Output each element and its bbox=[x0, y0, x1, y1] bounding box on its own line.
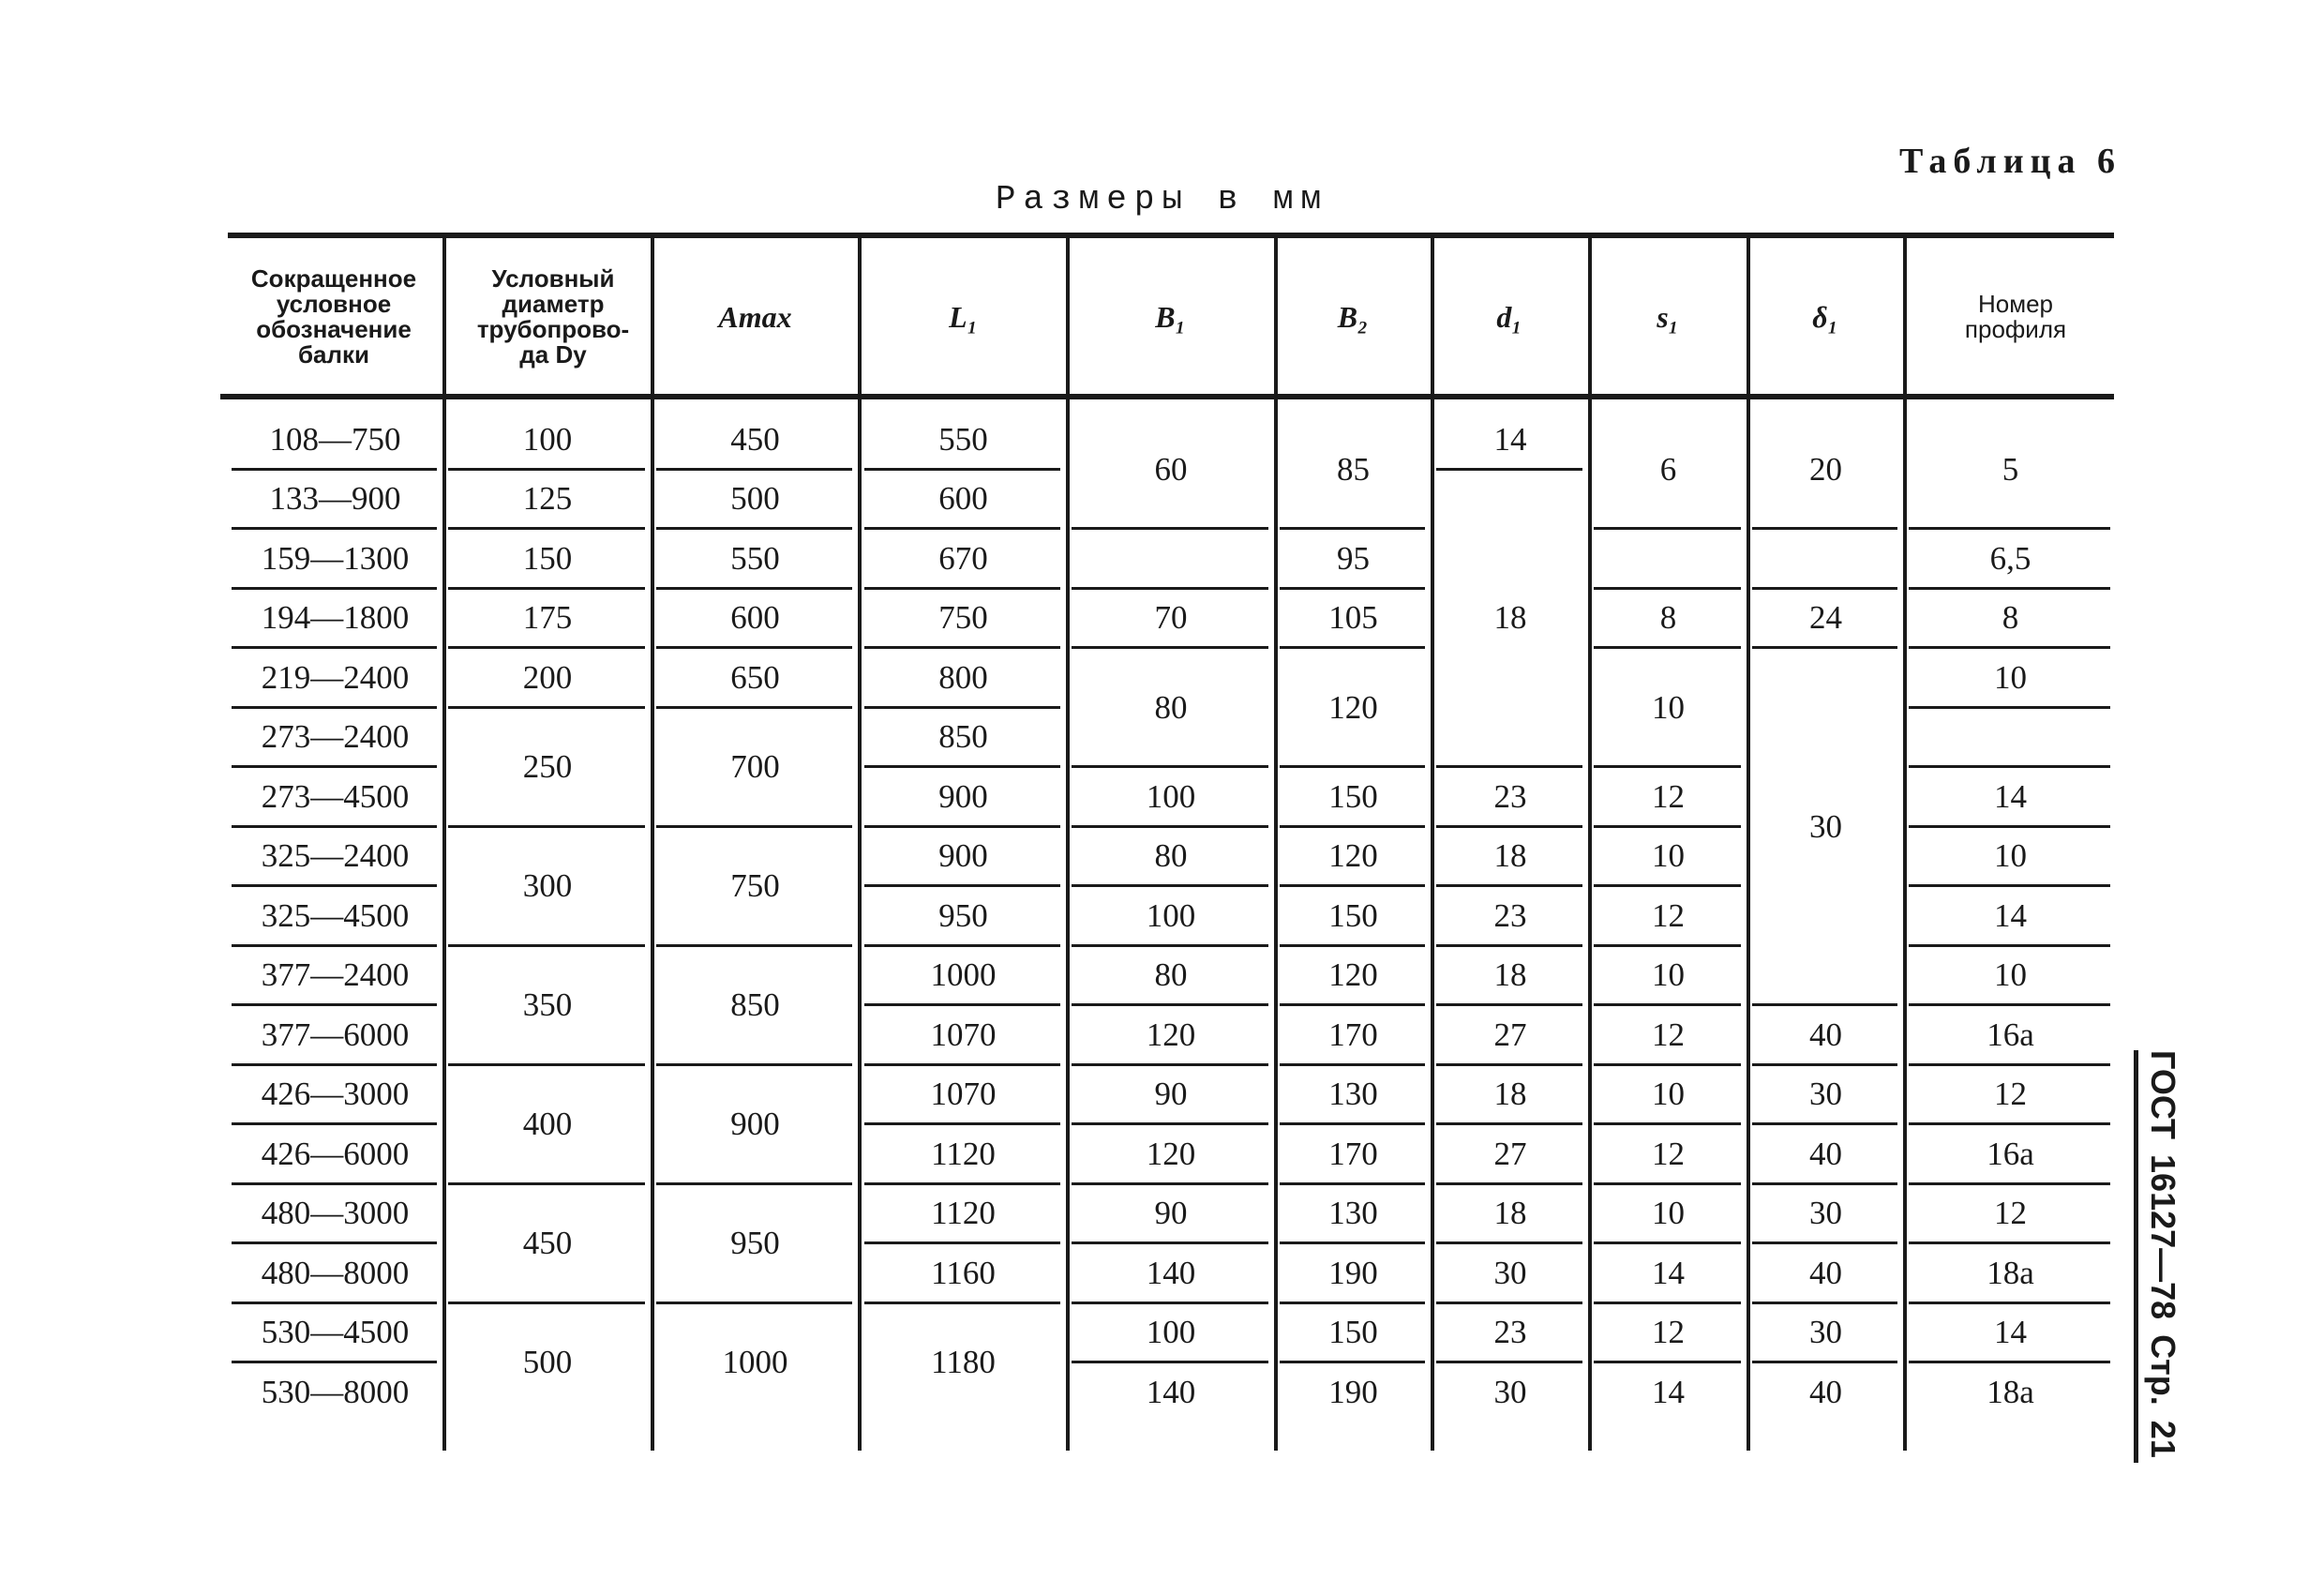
b1-cell: 140 bbox=[1146, 1254, 1196, 1291]
b2-cell: 150 bbox=[1328, 896, 1378, 934]
d1-cell: 23 bbox=[1493, 1314, 1527, 1351]
beam-designation-cell: 480—8000 bbox=[261, 1254, 410, 1291]
d1-cell: 18 bbox=[1493, 956, 1527, 994]
amax-cell: 700 bbox=[730, 748, 780, 785]
b1-cell: 100 bbox=[1146, 1314, 1196, 1351]
delta1-cell: 30 bbox=[1809, 1076, 1842, 1113]
nominal-diameter-cell: 400 bbox=[522, 1106, 573, 1142]
beam-designation-cell: 325—4500 bbox=[261, 896, 410, 934]
s1-cell: 10 bbox=[1652, 1195, 1685, 1232]
amax-cell: 750 bbox=[730, 867, 780, 904]
s1-cell: 10 bbox=[1652, 688, 1685, 726]
b2-cell: 150 bbox=[1328, 777, 1378, 815]
s1-cell: 8 bbox=[1659, 599, 1677, 637]
amax-cell: 1000 bbox=[722, 1344, 788, 1380]
b1-cell: 60 bbox=[1154, 450, 1188, 488]
d1-cell: 27 bbox=[1493, 1016, 1527, 1053]
beam-designation-cell: 108—750 bbox=[269, 420, 401, 458]
d1-cell: 23 bbox=[1493, 896, 1527, 934]
d1-cell: 30 bbox=[1493, 1373, 1527, 1410]
b1-cell: 100 bbox=[1146, 896, 1196, 934]
delta1-cell: 40 bbox=[1809, 1016, 1842, 1053]
beam-designation-cell: 530—4500 bbox=[261, 1314, 410, 1351]
s1-cell: 12 bbox=[1652, 896, 1685, 934]
beam-designation-cell: 219—2400 bbox=[261, 658, 410, 696]
amax-cell: 450 bbox=[730, 420, 780, 458]
beam-designation-cell: 530—8000 bbox=[261, 1373, 410, 1410]
b1-cell: 80 bbox=[1154, 688, 1188, 726]
beam-designation-cell: 426—6000 bbox=[261, 1135, 410, 1172]
amax-cell: 950 bbox=[730, 1225, 780, 1261]
d1-cell: 18 bbox=[1493, 1076, 1527, 1113]
nominal-diameter-cell: 450 bbox=[522, 1225, 573, 1261]
amax-cell: 550 bbox=[730, 539, 780, 577]
amax-cell: 900 bbox=[730, 1106, 780, 1142]
header-profile-number: Номер профиля bbox=[1964, 290, 2067, 343]
b1-cell: 90 bbox=[1154, 1076, 1188, 1113]
d1-cell: 18 bbox=[1493, 1195, 1527, 1232]
l1-cell: 670 bbox=[938, 539, 988, 577]
beam-designation-cell: 480—3000 bbox=[261, 1195, 410, 1232]
delta1-cell: 24 bbox=[1809, 599, 1842, 637]
column-divider bbox=[858, 236, 862, 1451]
s1-cell: 10 bbox=[1652, 837, 1685, 875]
profile-cell: 16а bbox=[1987, 1016, 2034, 1053]
beam-designation-cell: 133—900 bbox=[269, 480, 401, 518]
nominal-diameter-cell: 125 bbox=[522, 480, 573, 518]
l1-cell: 1070 bbox=[930, 1076, 997, 1113]
b2-cell: 120 bbox=[1328, 837, 1378, 875]
l1-cell: 1120 bbox=[931, 1195, 996, 1232]
delta1-cell: 30 bbox=[1809, 1195, 1842, 1232]
side-rule bbox=[2134, 1050, 2138, 1463]
b2-cell: 85 bbox=[1337, 450, 1370, 488]
s1-cell: 14 bbox=[1652, 1254, 1685, 1291]
amax-cell: 600 bbox=[730, 599, 780, 637]
s1-cell: 14 bbox=[1652, 1373, 1685, 1410]
b1-cell: 120 bbox=[1146, 1016, 1196, 1053]
b2-cell: 120 bbox=[1328, 688, 1378, 726]
beam-designation-cell: 426—3000 bbox=[261, 1076, 410, 1113]
b2-cell: 170 bbox=[1328, 1016, 1378, 1053]
beam-designation-cell: 273—2400 bbox=[261, 718, 410, 756]
l1-cell: 550 bbox=[938, 420, 988, 458]
nominal-diameter-cell: 250 bbox=[522, 748, 573, 785]
profile-cell: 8 bbox=[2002, 599, 2019, 637]
delta1-cell: 40 bbox=[1809, 1373, 1842, 1410]
b1-cell: 80 bbox=[1154, 956, 1188, 994]
nominal-diameter-cell: 350 bbox=[522, 986, 573, 1023]
profile-cell: 12 bbox=[1994, 1076, 2027, 1113]
beam-designation-cell: 159—1300 bbox=[261, 539, 410, 577]
profile-cell: 18а bbox=[1987, 1254, 2034, 1291]
s1-cell: 12 bbox=[1652, 1314, 1685, 1351]
table-top-rule bbox=[228, 233, 2114, 238]
beam-designation-cell: 194—1800 bbox=[261, 599, 410, 637]
s1-cell: 10 bbox=[1652, 956, 1685, 994]
header-delta1: δ₁ bbox=[1812, 299, 1838, 334]
d1-cell: 27 bbox=[1493, 1135, 1527, 1172]
header-amax: Amax bbox=[718, 299, 792, 334]
b2-cell: 190 bbox=[1328, 1254, 1378, 1291]
s1-cell: 6 bbox=[1659, 450, 1677, 488]
nominal-diameter-cell: 175 bbox=[522, 599, 573, 637]
b2-cell: 105 bbox=[1328, 599, 1378, 637]
header-b2: B₂ bbox=[1337, 299, 1369, 334]
b2-cell: 150 bbox=[1328, 1314, 1378, 1351]
s1-cell: 12 bbox=[1652, 1135, 1685, 1172]
profile-cell: 10 bbox=[1994, 956, 2027, 994]
nominal-diameter-cell: 200 bbox=[522, 658, 573, 696]
b1-cell: 120 bbox=[1146, 1135, 1196, 1172]
l1-cell: 1160 bbox=[931, 1254, 996, 1291]
beam-designation-cell: 325—2400 bbox=[261, 837, 410, 875]
profile-cell: 14 bbox=[1994, 1314, 2027, 1351]
header-d1: d₁ bbox=[1496, 299, 1522, 334]
l1-cell: 900 bbox=[938, 777, 988, 815]
profile-cell: 10 bbox=[1994, 837, 2027, 875]
l1-cell: 950 bbox=[938, 896, 988, 934]
profile-cell: 18а bbox=[1987, 1373, 2034, 1410]
l1-cell: 850 bbox=[938, 718, 988, 756]
units-caption: Размеры в мм bbox=[995, 180, 1329, 218]
amax-cell: 850 bbox=[730, 986, 780, 1023]
nominal-diameter-cell: 300 bbox=[522, 867, 573, 904]
amax-cell: 650 bbox=[730, 658, 780, 696]
l1-cell: 600 bbox=[938, 480, 988, 518]
nominal-diameter-cell: 100 bbox=[522, 420, 573, 458]
delta1-cell: 30 bbox=[1809, 1314, 1842, 1351]
b2-cell: 130 bbox=[1328, 1076, 1378, 1113]
amax-cell: 500 bbox=[730, 480, 780, 518]
side-page-reference: ГОСТ 16127—78 Стр. 21 bbox=[2144, 1050, 2182, 1458]
b1-cell: 140 bbox=[1146, 1373, 1196, 1410]
s1-cell: 12 bbox=[1652, 1016, 1685, 1053]
s1-cell: 10 bbox=[1652, 1076, 1685, 1113]
header-bottom-rule bbox=[220, 394, 2114, 399]
profile-cell: 6,5 bbox=[1989, 539, 2032, 577]
d1-cell: 18 bbox=[1493, 599, 1527, 637]
header-l1: L₁ bbox=[949, 299, 978, 334]
b2-cell: 170 bbox=[1328, 1135, 1378, 1172]
d1-cell: 14 bbox=[1493, 420, 1527, 458]
profile-cell: 16а bbox=[1987, 1135, 2034, 1172]
b1-cell: 80 bbox=[1154, 837, 1188, 875]
profile-cell: 14 bbox=[1994, 896, 2027, 934]
d1-cell: 30 bbox=[1493, 1254, 1527, 1291]
profile-cell: 14 bbox=[1994, 777, 2027, 815]
b2-cell: 95 bbox=[1337, 539, 1370, 577]
l1-cell: 1070 bbox=[930, 1016, 997, 1053]
profile-cell: 5 bbox=[2002, 450, 2019, 488]
b2-cell: 130 bbox=[1328, 1195, 1378, 1232]
beam-designation-cell: 377—2400 bbox=[261, 956, 410, 994]
l1-cell: 750 bbox=[938, 599, 988, 637]
l1-cell: 1120 bbox=[931, 1135, 996, 1172]
delta1-cell: 20 bbox=[1809, 450, 1842, 488]
profile-cell: 12 bbox=[1994, 1195, 2027, 1232]
nominal-diameter-cell: 500 bbox=[522, 1344, 573, 1380]
s1-cell: 12 bbox=[1652, 777, 1685, 815]
header-s1: s₁ bbox=[1657, 299, 1679, 334]
l1-cell: 1180 bbox=[931, 1344, 996, 1380]
b1-cell: 70 bbox=[1154, 599, 1188, 637]
b2-cell: 190 bbox=[1328, 1373, 1378, 1410]
nominal-diameter-cell: 150 bbox=[522, 539, 573, 577]
header-b1: B₁ bbox=[1155, 299, 1186, 334]
delta1-cell: 30 bbox=[1809, 807, 1842, 845]
b1-cell: 90 bbox=[1154, 1195, 1188, 1232]
b2-cell: 120 bbox=[1328, 956, 1378, 994]
d1-cell: 23 bbox=[1493, 777, 1527, 815]
l1-cell: 800 bbox=[938, 658, 988, 696]
beam-designation-cell: 273—4500 bbox=[261, 777, 410, 815]
b1-cell: 100 bbox=[1146, 777, 1196, 815]
table-label: Таблица 6 bbox=[1898, 142, 2122, 181]
beam-designation-cell: 377—6000 bbox=[261, 1016, 410, 1053]
header-beam-designation: Сокращенное условное обозначение балки bbox=[250, 264, 417, 369]
l1-cell: 1000 bbox=[930, 956, 997, 994]
d1-cell: 18 bbox=[1493, 837, 1527, 875]
delta1-cell: 40 bbox=[1809, 1135, 1842, 1172]
profile-cell: 10 bbox=[1994, 658, 2027, 696]
delta1-cell: 40 bbox=[1809, 1254, 1842, 1291]
l1-cell: 900 bbox=[938, 837, 988, 875]
header-nominal-diameter: Условный диаметр трубопрово- да Dу bbox=[476, 264, 630, 369]
